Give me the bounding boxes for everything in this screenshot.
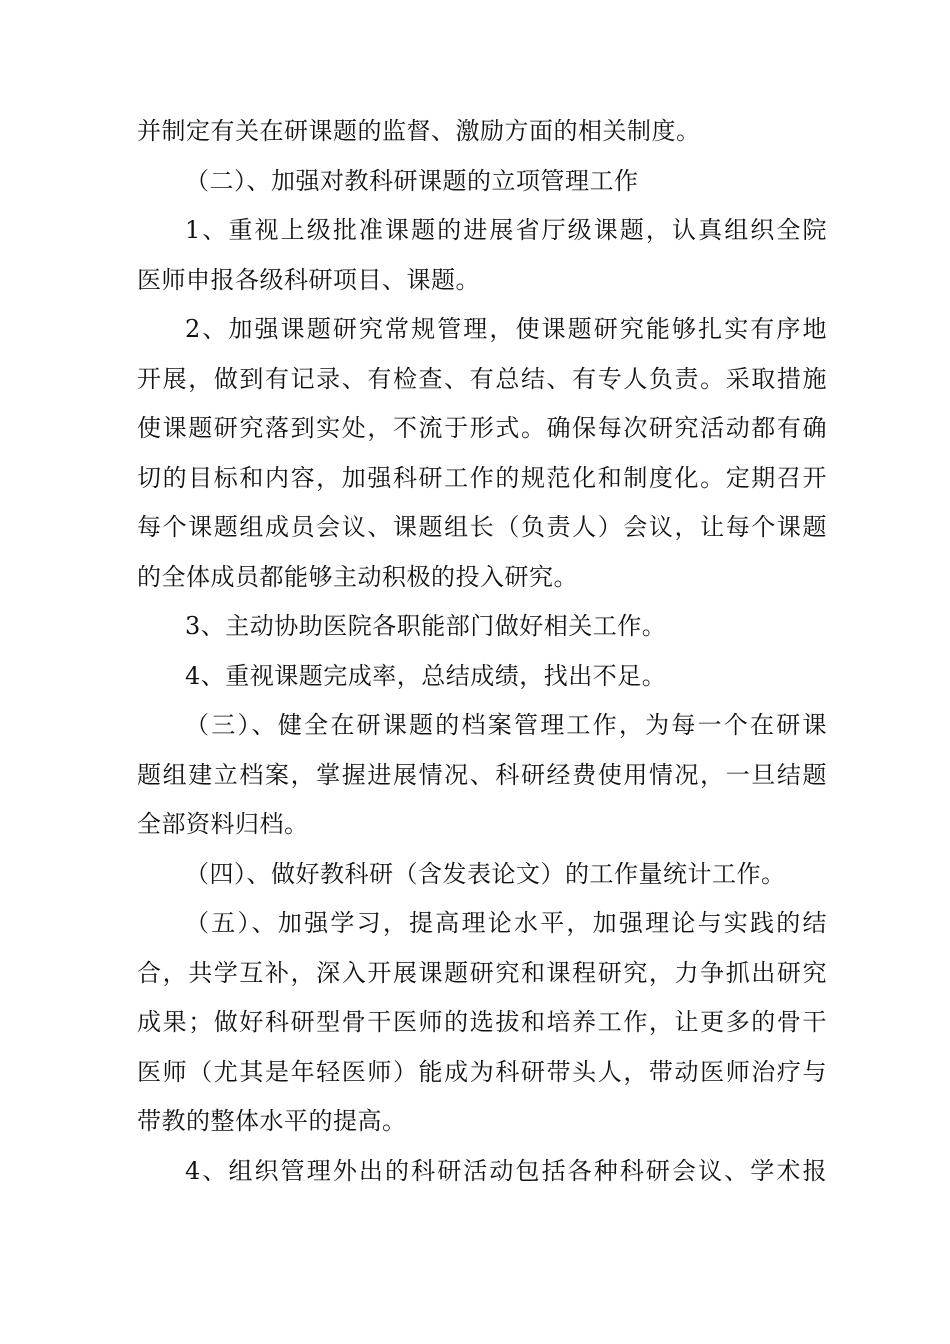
section-heading-3: （三）、健全在研课题的档案管理工作，为每一个在研课 <box>185 711 827 739</box>
section-heading-4: （四）、做好教科研（含发表论文）的工作量统计工作。 <box>185 859 786 888</box>
text-line: 医师（尤其是年轻医师）能成为科研带头人，带动医师治疗与 <box>137 1057 827 1086</box>
text-line: 全部资料归档。 <box>137 810 309 838</box>
text-line: 开展，做到有记录、有检查、有总结、有专人负责。采取措施 <box>137 364 827 393</box>
text-line: 切的目标和内容，加强科研工作的规范化和制度化。定期召开 <box>137 463 827 492</box>
text-line: 4、组织管理外出的科研活动包括各种科研会议、学术报 <box>185 1156 827 1185</box>
text-line: 每个课题组成员会议、课题组长（负责人）会议，让每个课题 <box>137 513 827 541</box>
text-line: 成果；做好科研型骨干医师的选拔和培养工作，让更多的骨干 <box>137 1008 827 1036</box>
text-line: 使课题研究落到实处，不流于形式。确保每次研究活动都有确 <box>137 414 827 442</box>
text-line: 4、重视课题完成率，总结成绩，找出不足。 <box>185 661 667 690</box>
text-line: 3、主动协助医院各职能部门做好相关工作。 <box>185 612 667 640</box>
section-heading-2: （二）、加强对教科研课题的立项管理工作 <box>185 166 639 195</box>
document-body <box>137 107 827 1196</box>
text-line: 题组建立档案，掌握进展情况、科研经费使用情况，一旦结题 <box>137 760 827 789</box>
text-line: 的全体成员都能够主动积极的投入研究。 <box>137 562 578 591</box>
text-line: 医师申报各级科研项目、课题。 <box>137 265 480 294</box>
text-line: 并制定有关在研课题的监督、激励方面的相关制度。 <box>137 117 701 145</box>
section-heading-5: （五）、加强学习，提高理论水平，加强理论与实践的结 <box>185 909 827 937</box>
text-line: 1、重视上级批准课题的进展省厅级课题，认真组织全院 <box>185 216 827 244</box>
text-line: 带教的整体水平的提高。 <box>137 1107 407 1135</box>
text-line: 2、加强课题研究常规管理，使课题研究能够扎实有序地 <box>185 315 827 343</box>
text-line: 合，共学互补，深入开展课题研究和课程研究，力争抓出研究 <box>137 958 827 987</box>
